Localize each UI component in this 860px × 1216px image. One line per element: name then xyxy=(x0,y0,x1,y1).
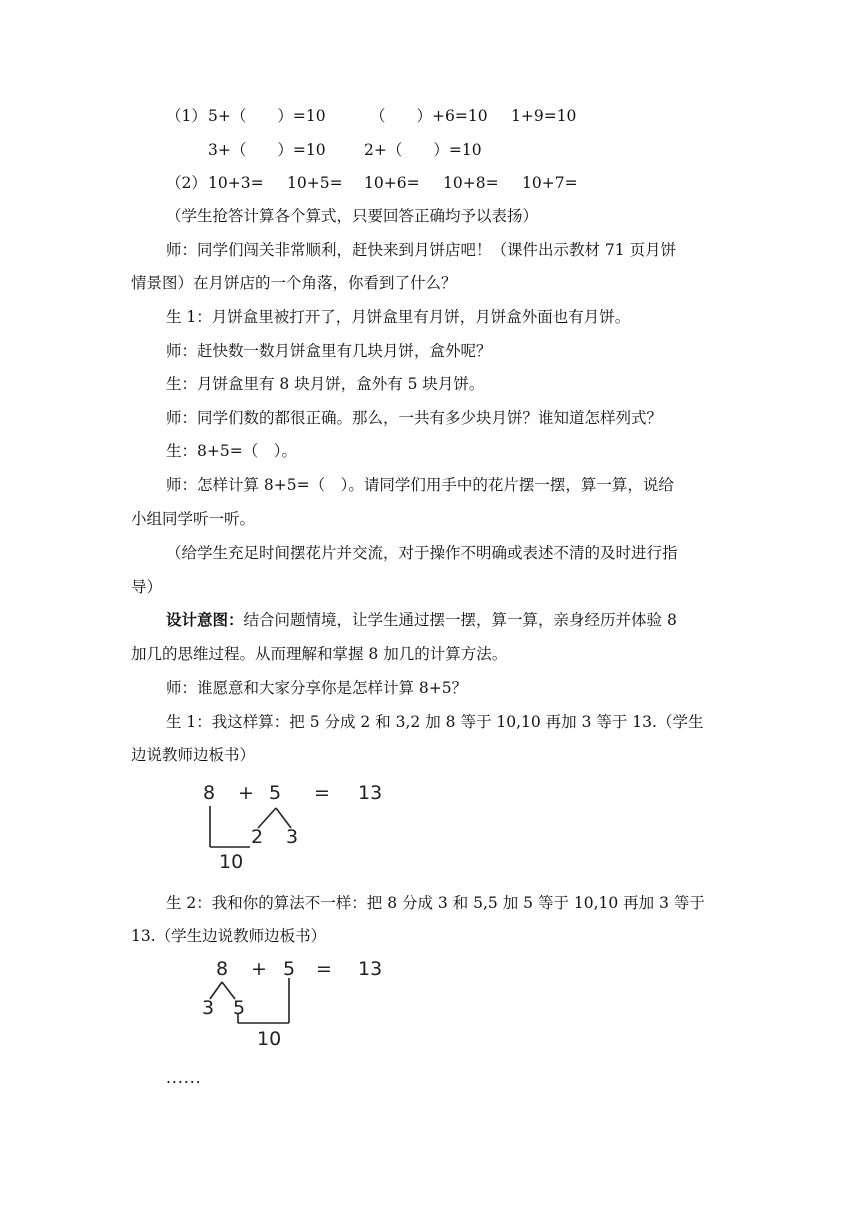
diagram1-split-left: 2 xyxy=(251,826,264,848)
exercise-1-1: 5+（ ）=10 xyxy=(208,107,326,125)
diagram2-result: 13 xyxy=(358,958,383,980)
exercise-2-2: 2+（ ）=10 xyxy=(364,141,482,159)
exercise-3-5: 10+7= xyxy=(522,174,578,192)
paragraph-teacher-howto-line-2: 小组同学听一听。 xyxy=(131,510,256,528)
paragraph-teacher-count: 师：赶快数一数月饼盒里有几块月饼，盒外呢？ xyxy=(166,342,492,360)
diagram2-addend-b: 5 xyxy=(283,958,296,980)
paragraph-teacher-line-1: 师：同学们闯关非常顺利，赶快来到月饼店吧！（课件出示教材 71 页月饼 xyxy=(166,241,677,259)
exercise-2-1: 3+（ ）=10 xyxy=(208,141,326,159)
paragraph-student-1-method-line-1: 生 1：我这样算：把 5 分成 2 和 3,2 加 8 等于 10,10 再加 3 等于 13.（学生 xyxy=(166,713,704,731)
exercise-1-2: （ ）+6=10 xyxy=(370,107,488,125)
paragraph-teacher-howto-line-1: 师：怎样计算 8+5=（ ）。请同学们用手中的花片摆一摆，算一算，说给 xyxy=(166,476,674,494)
diagram1-sum: 10 xyxy=(219,851,244,873)
paragraph-guidance-line-1: （给学生充足时间摆花片并交流，对于操作不明确或表述不清的及时进行指 xyxy=(166,544,678,562)
paragraph-student-equation: 生：8+5=（ ）。 xyxy=(166,442,297,460)
diagram1-addend-a: 8 xyxy=(203,782,216,804)
exercise-1-3: 1+9=10 xyxy=(511,107,577,125)
design-intent-label: 设计意图： xyxy=(166,610,244,629)
exercise-row-3-label: （2） xyxy=(166,174,207,192)
design-intent-line-2: 加几的思维过程。从而理解和掌握 8 加几的计算方法。 xyxy=(131,645,508,663)
diagram1-equals: = xyxy=(314,782,330,804)
diagram2-addend-a: 8 xyxy=(216,958,229,980)
exercise-3-3: 10+6= xyxy=(364,174,420,192)
design-intent-text: 结合问题情境，让学生通过摆一摆，算一算，亲身经历并体验 8 xyxy=(243,611,677,629)
diagram2-sum: 10 xyxy=(257,1028,282,1050)
exercise-3-4: 10+8= xyxy=(443,174,499,192)
ellipsis: ...... xyxy=(166,1069,202,1087)
diagram2-split-right: 5 xyxy=(233,997,246,1019)
paragraph-teacher-total: 师：同学们数的都很正确。那么，一共有多少块月饼？谁知道怎样列式？ xyxy=(166,409,663,427)
paragraph-guidance-line-2: 导） xyxy=(131,578,163,596)
diagram1-split-right: 3 xyxy=(286,826,299,848)
diagram2-equals: = xyxy=(316,958,332,980)
exercise-3-1: 10+3= xyxy=(208,174,264,192)
paragraph-teacher-line-2: 情景图）在月饼店的一个角落，你看到了什么？ xyxy=(131,274,457,292)
paragraph-teacher-share: 师：谁愿意和大家分享你是怎样计算 8+5？ xyxy=(166,679,468,697)
design-intent-line-1 xyxy=(166,610,677,630)
diagram2-plus: + xyxy=(251,958,267,980)
diagram1-addend-b: 5 xyxy=(269,782,282,804)
paragraph-student-answers: （学生抢答计算各个算式，只要回答正确均予以表扬） xyxy=(166,207,539,225)
paragraph-student-2-method-line-2: 13.（学生边说教师边板书） xyxy=(131,927,327,945)
diagram1-result: 13 xyxy=(358,782,383,804)
diagram2-split-left: 3 xyxy=(202,997,215,1019)
exercise-3-2: 10+5= xyxy=(287,174,343,192)
exercise-row-1-label: （1） xyxy=(166,107,207,125)
paragraph-student-count: 生：月饼盒里有 8 块月饼，盒外有 5 块月饼。 xyxy=(166,375,485,393)
paragraph-student-1-method-line-2: 边说教师边板书） xyxy=(131,746,256,764)
paragraph-student-1: 生 1：月饼盒里被打开了，月饼盒里有月饼，月饼盒外面也有月饼。 xyxy=(166,308,631,326)
paragraph-student-2-method-line-1: 生 2：我和你的算法不一样：把 8 分成 3 和 5,5 加 5 等于 10,10 再加 3 等于 xyxy=(166,894,705,912)
diagram1-plus: + xyxy=(238,782,254,804)
